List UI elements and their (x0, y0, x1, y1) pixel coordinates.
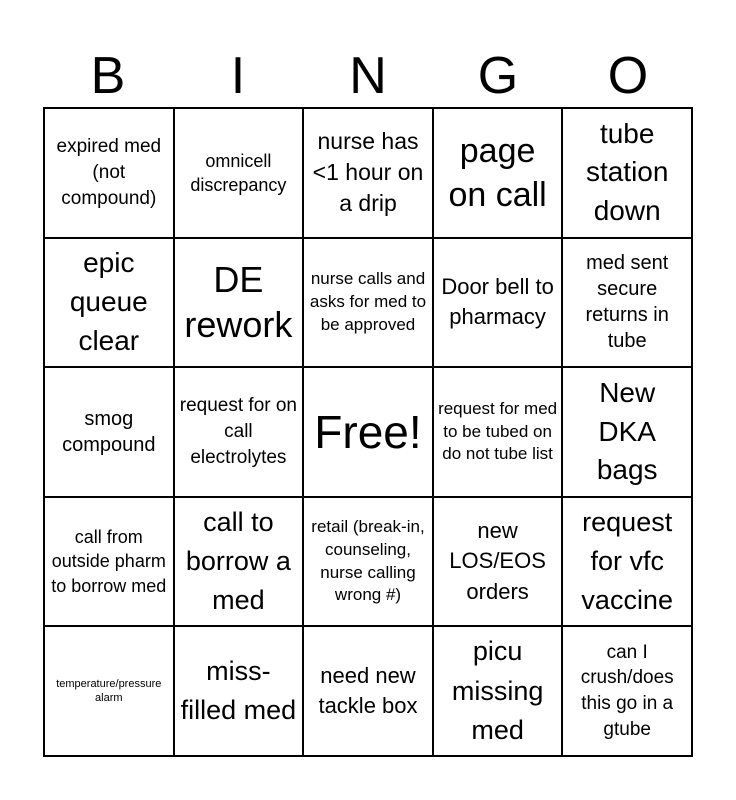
bingo-cell[interactable] (562, 238, 692, 368)
cell-text: call from outside pharm to borrow med (51, 527, 167, 596)
header-letter-g: G (477, 47, 519, 105)
cell-text: page on call (448, 131, 547, 214)
cell-text: retail (break-in, counseling, nurse calling wrong #) (311, 517, 425, 605)
cell-text: picu missing med (451, 636, 544, 745)
cell-text: nurse has <1 hour on a drip (312, 128, 424, 217)
bingo-cell[interactable] (174, 367, 304, 497)
cell-text: request for on call electrolytes (179, 395, 298, 468)
header-letter-b: B (90, 47, 126, 105)
cell-text: call to borrow a med (185, 506, 291, 616)
cell-text: nurse calls and asks for med to be approved (309, 269, 427, 334)
bingo-header (43, 44, 693, 108)
cell-text: med sent secure returns in tube (585, 252, 669, 353)
bingo-cell[interactable] (303, 497, 433, 627)
free-space[interactable] (303, 367, 433, 497)
cell-text: need new tackle box (318, 662, 418, 719)
bingo-cell[interactable] (44, 626, 174, 756)
cell-text: expired med (not compound) (56, 136, 162, 209)
cell-text: epic queue clear (69, 247, 148, 356)
bingo-cell[interactable] (562, 367, 692, 497)
bingo-cell[interactable] (433, 626, 563, 756)
cell-text: smog compound (62, 407, 156, 456)
bingo-cell[interactable] (44, 108, 174, 238)
cell-text: request for vfc vaccine (581, 506, 673, 616)
bingo-cell[interactable] (174, 497, 304, 627)
cell-text: can I crush/does this go in a gtube (580, 641, 674, 741)
bingo-cell[interactable] (303, 626, 433, 756)
bingo-board (43, 107, 693, 757)
header-letter-n: N (349, 47, 387, 105)
bingo-cell[interactable] (433, 238, 563, 368)
bingo-cell[interactable] (174, 626, 304, 756)
cell-text: DE rework (184, 258, 293, 346)
cell-text: omnicell discrepancy (190, 150, 287, 195)
bingo-cell[interactable] (44, 367, 174, 497)
bingo-cell[interactable] (174, 238, 304, 368)
bingo-cell[interactable] (44, 497, 174, 627)
bingo-cell[interactable] (433, 108, 563, 238)
bingo-cell[interactable] (174, 108, 304, 238)
bingo-cell[interactable] (562, 626, 692, 756)
header-letter-o: O (607, 47, 649, 105)
cell-text: temperature/pressure alarm (56, 677, 162, 705)
bingo-cell[interactable] (562, 497, 692, 627)
cell-text: New DKA bags (596, 377, 658, 486)
bingo-cell[interactable] (303, 108, 433, 238)
bingo-cell[interactable] (433, 497, 563, 627)
cell-text: request for med to be tubed on do not tube list (438, 399, 558, 464)
bingo-cell[interactable] (433, 367, 563, 497)
cell-text: Door bell to pharmacy (441, 274, 554, 330)
header-letter-i: I (230, 47, 246, 105)
cell-text: new LOS/EOS orders (449, 518, 546, 604)
cell-text: tube station down (585, 117, 669, 227)
bingo-cell[interactable] (562, 108, 692, 238)
cell-text: miss-filled med (180, 656, 297, 726)
bingo-cell[interactable] (44, 238, 174, 368)
cell-text: Free! (314, 405, 422, 458)
bingo-cell[interactable] (303, 238, 433, 368)
